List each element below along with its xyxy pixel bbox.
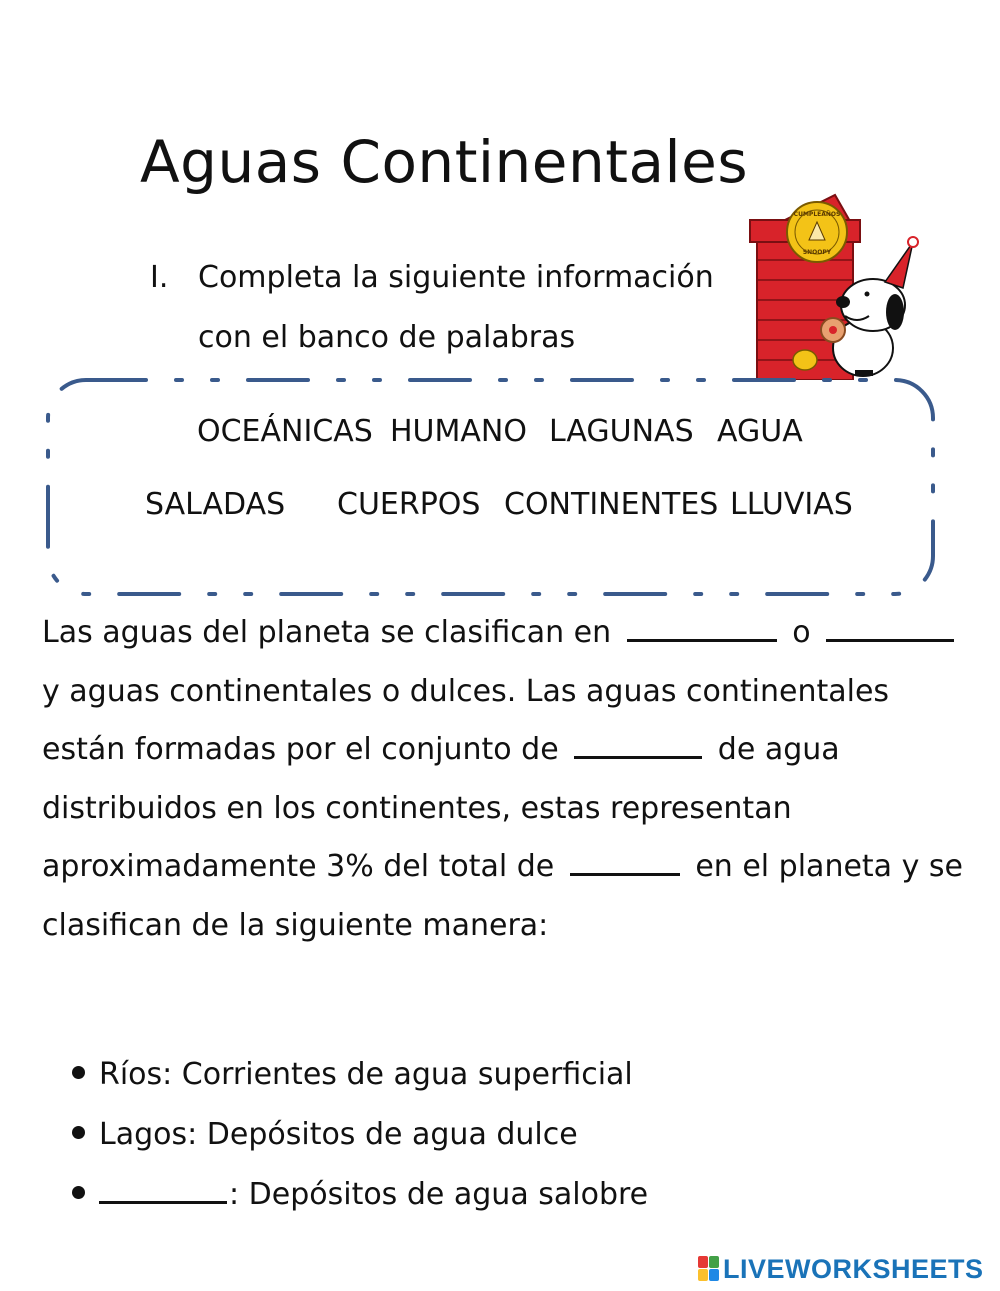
party-hat: [885, 242, 913, 288]
woodstock: [793, 350, 817, 370]
word-bank-word: LLUVIAS: [730, 487, 853, 522]
liveworksheets-mark-icon: [698, 1256, 720, 1282]
paragraph-line: y aguas continentales o dulces. Las aguas continentales: [42, 673, 890, 709]
answer-blank[interactable]: [570, 862, 680, 876]
snoopy-nose: [836, 296, 850, 308]
badge-text-bottom: SNOOPY: [802, 249, 832, 256]
instruction-number: I.: [150, 260, 169, 295]
paragraph-line: [42, 604, 972, 663]
classification-list: [72, 1045, 648, 1225]
paragraph-line: [42, 838, 972, 897]
list-item-text: Ríos: Corrientes de agua superficial: [99, 1057, 633, 1092]
paragraph-text: o: [792, 615, 811, 650]
word-bank-word: AGUA: [717, 414, 803, 449]
paragraph-text: Las aguas del planeta se clasifican en: [42, 615, 612, 650]
list-item: [72, 1165, 648, 1225]
paragraph-line: clasifican de la siguiente manera:: [42, 907, 549, 943]
word-bank-word: LAGUNAS: [549, 414, 694, 449]
donut-hole: [829, 326, 837, 334]
liveworksheets-logo: [698, 1254, 984, 1284]
list-item-text: Lagos: Depósitos de agua dulce: [99, 1117, 578, 1152]
paragraph-text: están formadas por el conjunto de: [42, 732, 559, 767]
word-bank-word: CONTINENTES: [504, 487, 719, 522]
answer-blank[interactable]: [826, 628, 954, 642]
word-bank-word: SALADAS: [145, 487, 286, 522]
bullet-icon: [72, 1066, 85, 1079]
paragraph-text: en el planeta y se: [695, 849, 963, 884]
page-title: Aguas Continentales: [140, 128, 749, 196]
snoopy-eye: [865, 292, 870, 297]
badge-text-top: CUMPLEAÑOS: [793, 211, 841, 218]
instruction-line-1: Completa la siguiente información: [198, 260, 714, 295]
list-item: [72, 1045, 648, 1105]
list-item: [72, 1105, 648, 1165]
word-bank-word: OCEÁNICAS: [197, 414, 373, 449]
answer-blank[interactable]: [574, 745, 702, 759]
instruction: [150, 248, 714, 368]
answer-blank[interactable]: [99, 1190, 227, 1204]
paragraph-text: de agua: [717, 732, 840, 767]
fill-in-paragraph: [42, 604, 972, 955]
liveworksheets-text: LIVEWORKSHEETS: [723, 1253, 984, 1284]
bullet-icon: [72, 1126, 85, 1139]
list-item-text: : Depósitos de agua salobre: [229, 1177, 649, 1212]
hat-pompom: [908, 237, 918, 247]
instruction-line-2: con el banco de palabras: [198, 320, 576, 355]
paragraph-line: distribuidos en los continentes, estas representan: [42, 790, 792, 826]
snoopy-illustration: [745, 190, 925, 380]
snoopy-ear: [886, 294, 904, 330]
paragraph-line: [42, 721, 972, 780]
word-bank-word: HUMANO: [390, 414, 527, 449]
bullet-icon: [72, 1186, 85, 1199]
word-bank-word: CUERPOS: [337, 487, 481, 522]
paragraph-text: aproximadamente 3% del total de: [42, 849, 555, 884]
answer-blank[interactable]: [627, 628, 777, 642]
